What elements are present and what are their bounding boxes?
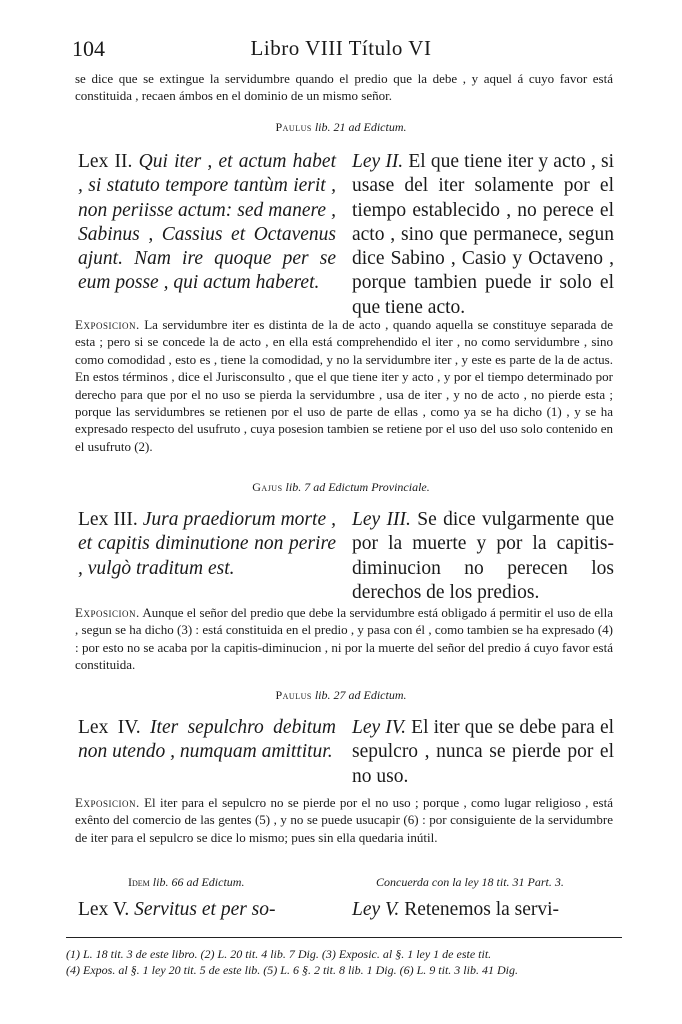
law-label: Ley V.: [352, 899, 400, 920]
source-reference: lib. 66 ad Edictum.: [152, 875, 245, 889]
law-label: Lex III.: [78, 509, 138, 530]
law-label: Lex IV.: [78, 717, 141, 738]
footnote-divider: [66, 937, 622, 938]
law-body: Servitus et per so-: [134, 899, 276, 920]
law-body: Jura praediorum morte , et capitis diminutione non perire , vulgò traditum est.: [78, 509, 336, 579]
law-body: El que tiene iter y acto , si usase del iter solamente por el tiempo establecido , no perece el acto , sino que permanece, segun dice Sabino , Casio y Octaveno , porque tambien puede ir solo el que tiene acto.: [352, 151, 614, 318]
source-reference: lib. 27 ad Edictum.: [314, 688, 407, 702]
footnote-line: (4) Expos. al §. 1 ley 20 tit. 5 de este lib. (5) L. 6 §. 2 tit. 8 lib. 1 Dig. (6) L. 9 tit. 3 lib. 41 Dig.: [66, 963, 518, 977]
source-citation: [0, 120, 682, 135]
latin-law-text: [78, 508, 336, 581]
law-label: Ley II.: [352, 151, 404, 172]
law-label: Lex V.: [78, 899, 130, 920]
law-body: Se dice vulgarmente que por la muerte y por la capitis-diminucion no perecen los derechos de los predios.: [352, 509, 614, 603]
law-label: Ley III.: [352, 509, 411, 530]
law-label: Lex II.: [78, 151, 133, 172]
running-title: Libro VIII Título VI: [250, 36, 432, 60]
law-body: El iter que se debe para el sepulcro , nunca se pierde por el no uso.: [352, 717, 615, 787]
exposition-paragraph: [75, 794, 613, 846]
source-author: Paulus: [275, 120, 312, 134]
source-citation: [0, 688, 682, 703]
source-citation: [0, 480, 682, 495]
spanish-law-text: [352, 898, 614, 922]
exposition-body: El iter para el sepulcro no se pierde por el no uso ; porque , como lugar religioso , está exênto del comercio de las gentes (5) , y no se puede usucapir (6) : por consiguiente de la servidumbre de iter para el sepulcro se dice lo mismo; pues sin ella quedaria inútil.: [75, 795, 613, 845]
source-reference: lib. 21 ad Edictum.: [314, 120, 407, 134]
exposition-label: Exposicion.: [75, 317, 140, 332]
exposition-label: Exposicion.: [75, 605, 140, 620]
exposition-body: Aunque el señor del predio que debe la servidumbre está obligado á permitir el uso de ella , segun se ha dicho (3) : está constituida en el predio , y pasa con él , como tambien se ha expresado (4) : por esto no se acaba por la capitis-diminucion , ni por la muerte del señor del predio á cuyo favor está constituida.: [75, 605, 613, 673]
spanish-law-text: [352, 508, 614, 605]
law-label: Ley IV.: [352, 717, 407, 738]
page-number: 104: [72, 36, 105, 61]
law-body: Iter sepulchro debitum non utendo , numquam amittitur.: [78, 717, 336, 763]
law-body: Qui iter , et actum habet , si statuto tempore tantùm ierit , non periisse actum: sed manere , Sabinus , Cassius et Octavenus ajunt. Nam ire quoque per se eum posse , qui actum haberet.: [78, 151, 337, 294]
exposition-body: La servidumbre iter es distinta de la de acto , quando aquella se constituye separada de esta ; pero si se concede la de acto , en ella está comprehendido el iter , no como servidumbre , sino como comodidad , esto es , tiene la comodidad, y no la servidumbre iter , y este es parte de la de actus. En estos términos , dice el Jurisconsulto , que el que tiene iter y acto , y por el tiempo determinado por derecho para que por el no uso se pierda la servidumbre , usa de iter , y no de acto , no pierde esta ; porque las servidumbres se retienen por el uso de parte de ellas , como ya se ha dicho (1) , y se ha expresado respecto del usufruto , cuya posesion tambien se retiene por el uso del uso solo contenido en el usufruto (2).: [75, 317, 614, 454]
latin-law-text: [78, 716, 336, 765]
source-author: Paulus: [275, 688, 312, 702]
exposition-paragraph: [75, 316, 613, 455]
footnote-line: (1) L. 18 tit. 3 de este libro. (2) L. 20 tit. 4 lib. 7 Dig. (3) Exposic. al §. 1 ley 1 de este tit.: [66, 947, 492, 961]
latin-law-text: [78, 150, 336, 296]
spanish-law-text: [352, 150, 614, 320]
exposition-label: Exposicion.: [75, 795, 140, 810]
intro-paragraph: se dice que se extingue la servidumbre quando el predio que la debe , y aquel á cuyo favor está constituida , recaen ámbos en el dominio de un mismo señor.: [75, 71, 613, 104]
spanish-law-text: [352, 716, 614, 789]
concordance-note: Concuerda con la ley 18 tit. 31 Part. 3.: [376, 875, 564, 889]
source-reference: lib. 7 ad Edictum Provinciale.: [285, 480, 430, 494]
exposition-paragraph: [75, 604, 613, 674]
footnotes: [66, 946, 626, 978]
source-citation: [128, 875, 244, 890]
source-author: Idem: [128, 875, 150, 889]
source-author: Gajus: [252, 480, 283, 494]
latin-law-text: [78, 898, 336, 922]
law-body: Retenemos la servi-: [404, 899, 560, 920]
